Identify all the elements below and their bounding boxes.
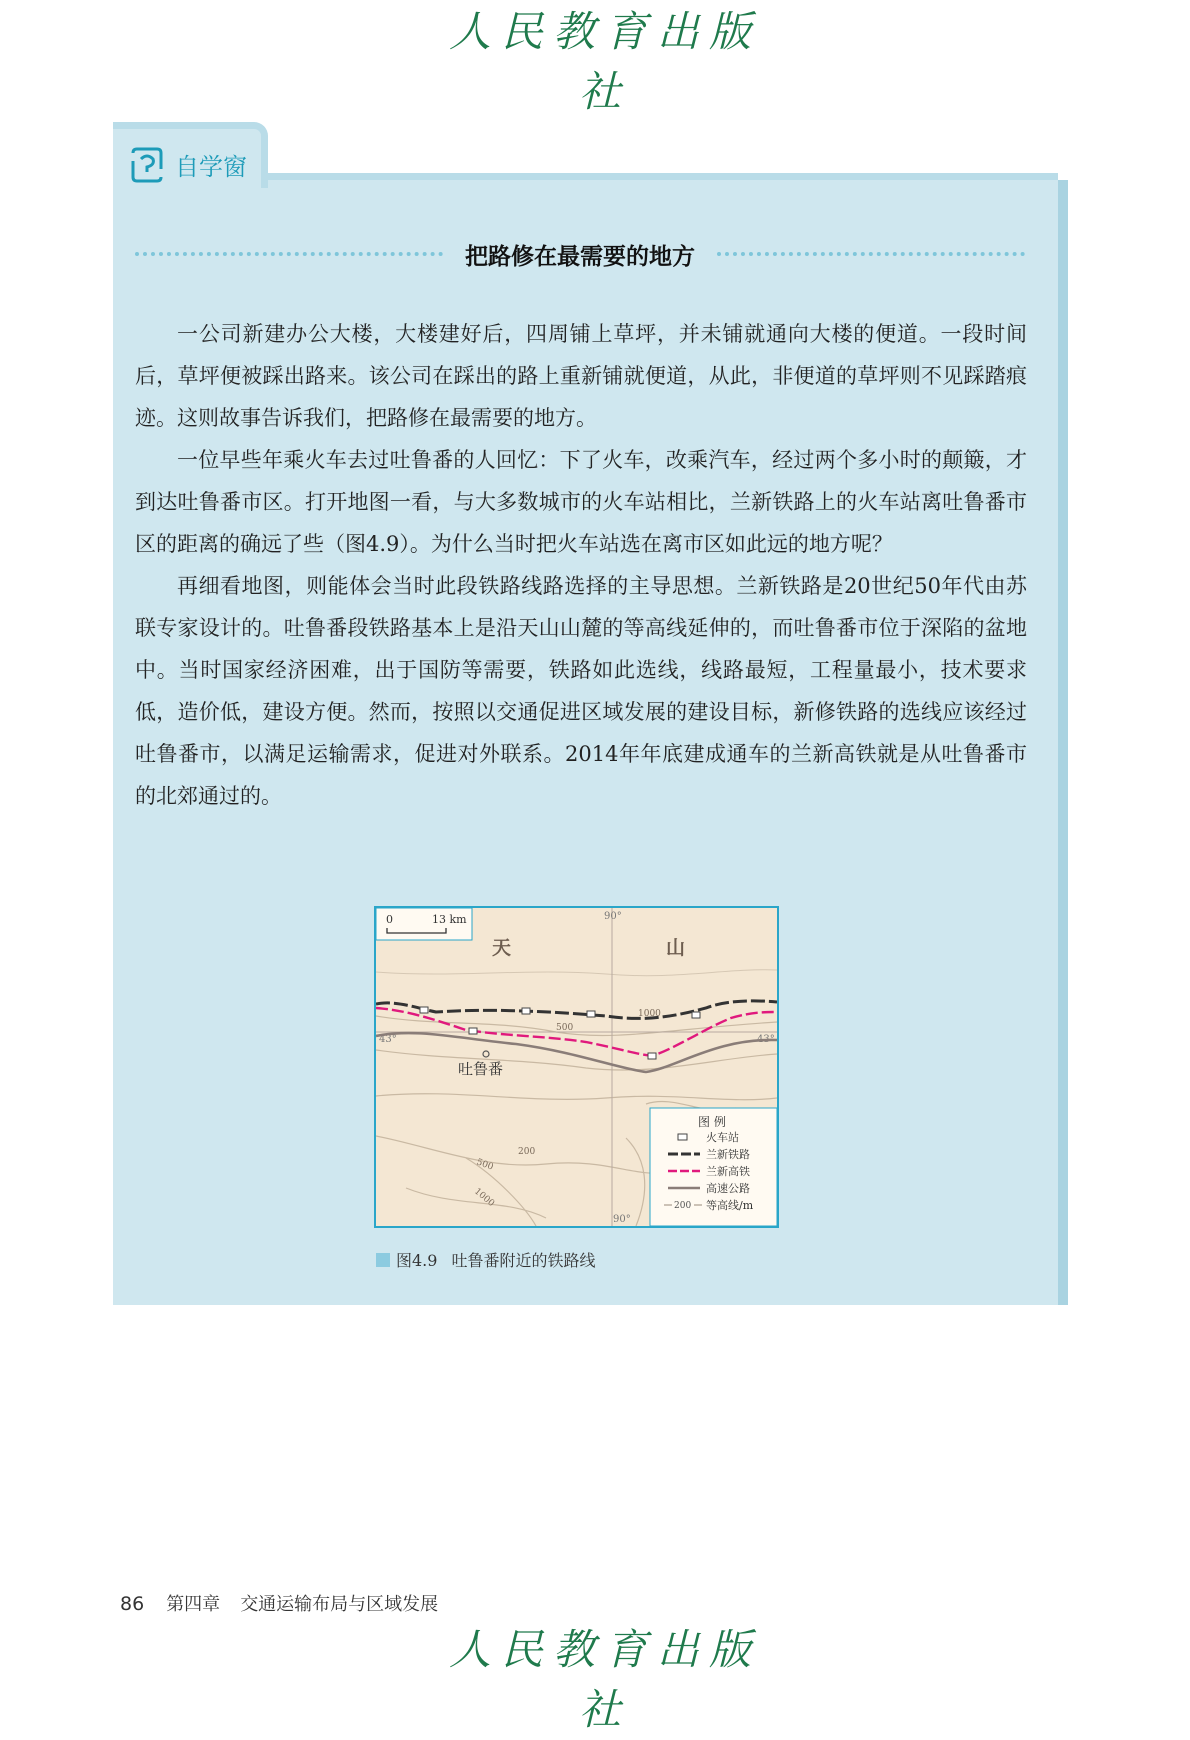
lat-label-left: 43° <box>379 1034 397 1045</box>
legend-item-label: 兰新铁路 <box>706 1148 750 1161</box>
legend-contour-sample: 200 <box>674 1201 692 1211</box>
publisher-logo-top: 人民教育出版社 <box>448 7 761 116</box>
station-icon <box>587 1011 595 1017</box>
page-footer <box>120 1590 438 1616</box>
city-label: 吐鲁番 <box>458 1060 504 1078</box>
lon-label-bottom: 90° <box>613 1214 631 1225</box>
self-study-tab <box>113 122 268 188</box>
station-icon <box>420 1007 428 1013</box>
self-study-icon <box>127 145 167 185</box>
mountain-label: 天 <box>492 937 512 959</box>
map-legend <box>650 1108 777 1226</box>
contour-label: 500 <box>556 1023 574 1033</box>
turpan-railway-map <box>374 906 779 1228</box>
page-number: 86 <box>120 1593 145 1615</box>
paragraph: 一公司新建办公大楼，大楼建好后，四周铺上草坪，并未铺就通向大楼的便道。一段时间后，草坪便被踩出路来。该公司在踩出的路上重新铺就便道，从此，非便道的草坪则不见踩踏痕迹。这则故事告诉我们，把路修在最需要的地方。 <box>135 322 1027 430</box>
chapter-title: 交通运输布局与区域发展 <box>240 1594 439 1615</box>
contour-label: 500 <box>474 1157 495 1173</box>
station-icon <box>522 1008 530 1014</box>
paragraph: 一位早些年乘火车去过吐鲁番的人回忆：下了火车，改乘汽车，经过两个多小时的颠簸，才到达吐鲁番市区。打开地图一看，与大多数城市的火车站相比，兰新铁路上的火车站离吐鲁番市区的距离的确远了些（图4.9）。为什么当时把火车站选在离市区如此远的地方呢？ <box>135 448 1027 556</box>
title-dots-right <box>717 252 1025 256</box>
city-marker-icon <box>483 1051 489 1057</box>
legend-item-label: 火车站 <box>706 1131 739 1144</box>
station-icon <box>678 1134 687 1140</box>
article-body <box>135 313 1027 817</box>
figure-caption <box>376 1248 595 1271</box>
article-title: 把路修在最需要的地方 <box>465 242 695 270</box>
contour-label: 1000 <box>472 1186 497 1210</box>
station-icon <box>692 1012 700 1018</box>
figure-caption-text: 吐鲁番附近的铁路线 <box>451 1251 596 1270</box>
chapter-number: 第四章 <box>166 1594 221 1615</box>
legend-item-label: 等高线/m <box>706 1199 754 1212</box>
legend-item-label: 兰新高铁 <box>706 1165 750 1178</box>
caption-marker-icon <box>376 1253 390 1267</box>
article-title-row <box>135 236 1025 272</box>
station-icon <box>648 1053 656 1059</box>
contour-label: 1000 <box>638 1009 661 1019</box>
legend-title: 图 例 <box>698 1115 726 1129</box>
self-study-tab-label: 自学窗 <box>175 153 247 181</box>
legend-item-label: 高速公路 <box>706 1182 750 1195</box>
publisher-logo-bottom: 人民教育出版社 <box>448 1625 761 1734</box>
contour-label: 200 <box>518 1147 536 1157</box>
lat-label-right: 43° <box>757 1034 775 1045</box>
title-dots-left <box>135 252 443 256</box>
scale-label: 13 km <box>432 913 467 926</box>
figure-number: 图4.9 <box>396 1251 438 1270</box>
lon-label-top: 90° <box>604 911 622 922</box>
paragraph: 再细看地图，则能体会当时此段铁路线路选择的主导思想。兰新铁路是20世纪50年代由苏联专家设计的。吐鲁番段铁路基本上是沿天山山麓的等高线延伸的，而吐鲁番市位于深陷的盆地中。当时国家经济困难，出于国防等需要，铁路如此选线，线路最短，工程量最小，技术要求低，造价低，建设方便。然而，按照以交通促进区域发展的建设目标，新修铁路的选线应该经过吐鲁番市，以满足运输需求，促进对外联系。2014年年底建成通车的兰新高铁就是从吐鲁番市的北郊通过的。 <box>135 574 1027 808</box>
lanxin-railway-line <box>376 1001 777 1019</box>
station-icon <box>469 1028 477 1034</box>
mountain-label: 山 <box>666 937 686 959</box>
scale-zero: 0 <box>386 913 393 926</box>
